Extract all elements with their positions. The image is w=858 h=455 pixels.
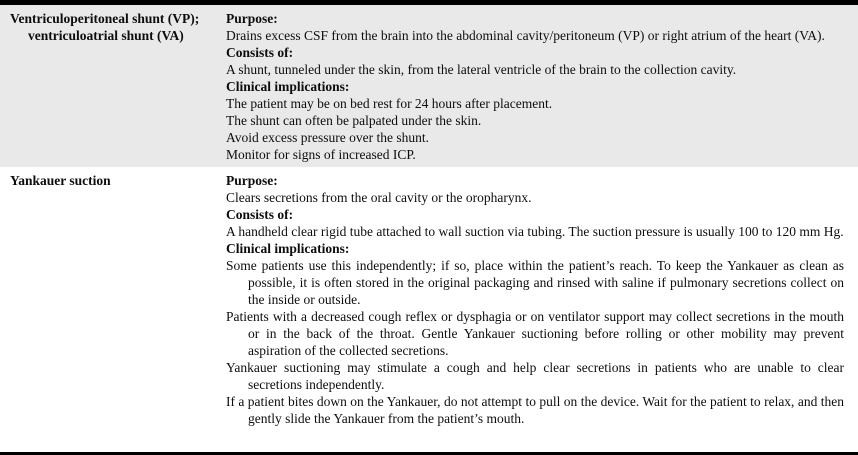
table-row [0,167,858,431]
section-heading: Purpose: [226,11,278,26]
section-paragraph: Monitor for signs of increased ICP. [226,147,416,162]
section-paragraph: A handheld clear rigid tube attached to wall suction via tubing. The suction pressure is usually 100 to 120 mm Hg. [226,224,844,239]
section-paragraph: Avoid excess pressure over the shunt. [226,130,429,145]
device-table-body [0,5,858,431]
section-heading: Clinical implications: [226,79,350,94]
device-name: Yankauer suction [10,173,111,188]
section-heading: Purpose: [226,173,278,188]
section-paragraph: Yankauer suctioning may stimulate a cough and help clear secretions in patients who are unable to clear secretions independently. [226,360,844,392]
section-paragraph: Clears secretions from the oral cavity or the oropharynx. [226,190,532,205]
table-row [0,5,858,167]
device-description [226,172,858,427]
section-paragraph: The patient may be on bed rest for 24 hours after placement. [226,96,553,111]
device-description [226,10,858,163]
device-name: Ventriculoperitoneal shunt (VP); ventriculoatrial shunt (VA) [10,11,200,43]
section-paragraph: The shunt can often be palpated under the skin. [226,113,482,128]
section-paragraph: Some patients use this independently; if so, place within the patient’s reach. To keep the Yankauer as clean as possible, it is often stored in the original packaging and rinsed with saline if pulmonary secretions collect on the inside or outside. [226,258,844,307]
section-heading: Consists of: [226,207,294,222]
section-heading: Consists of: [226,45,294,60]
section-paragraph: If a patient bites down on the Yankauer, do not attempt to pull on the device. Wait for the patient to relax, and then gently slide the Yankauer from the patient’s mouth. [226,394,844,426]
section-paragraph: A shunt, tunneled under the skin, from the lateral ventricle of the brain to the collection cavity. [226,62,737,77]
section-paragraph: Patients with a decreased cough reflex or dysphagia or on ventilator support may collect secretions in the mouth or in the back of the throat. Gentle Yankauer suctioning before rolling or other mobility may prevent aspiration of the collected secretions. [226,309,844,358]
section-paragraph: Drains excess CSF from the brain into the abdominal cavity/peritoneum (VP) or right atrium of the heart (VA). [226,28,825,43]
section-heading: Clinical implications: [226,241,350,256]
